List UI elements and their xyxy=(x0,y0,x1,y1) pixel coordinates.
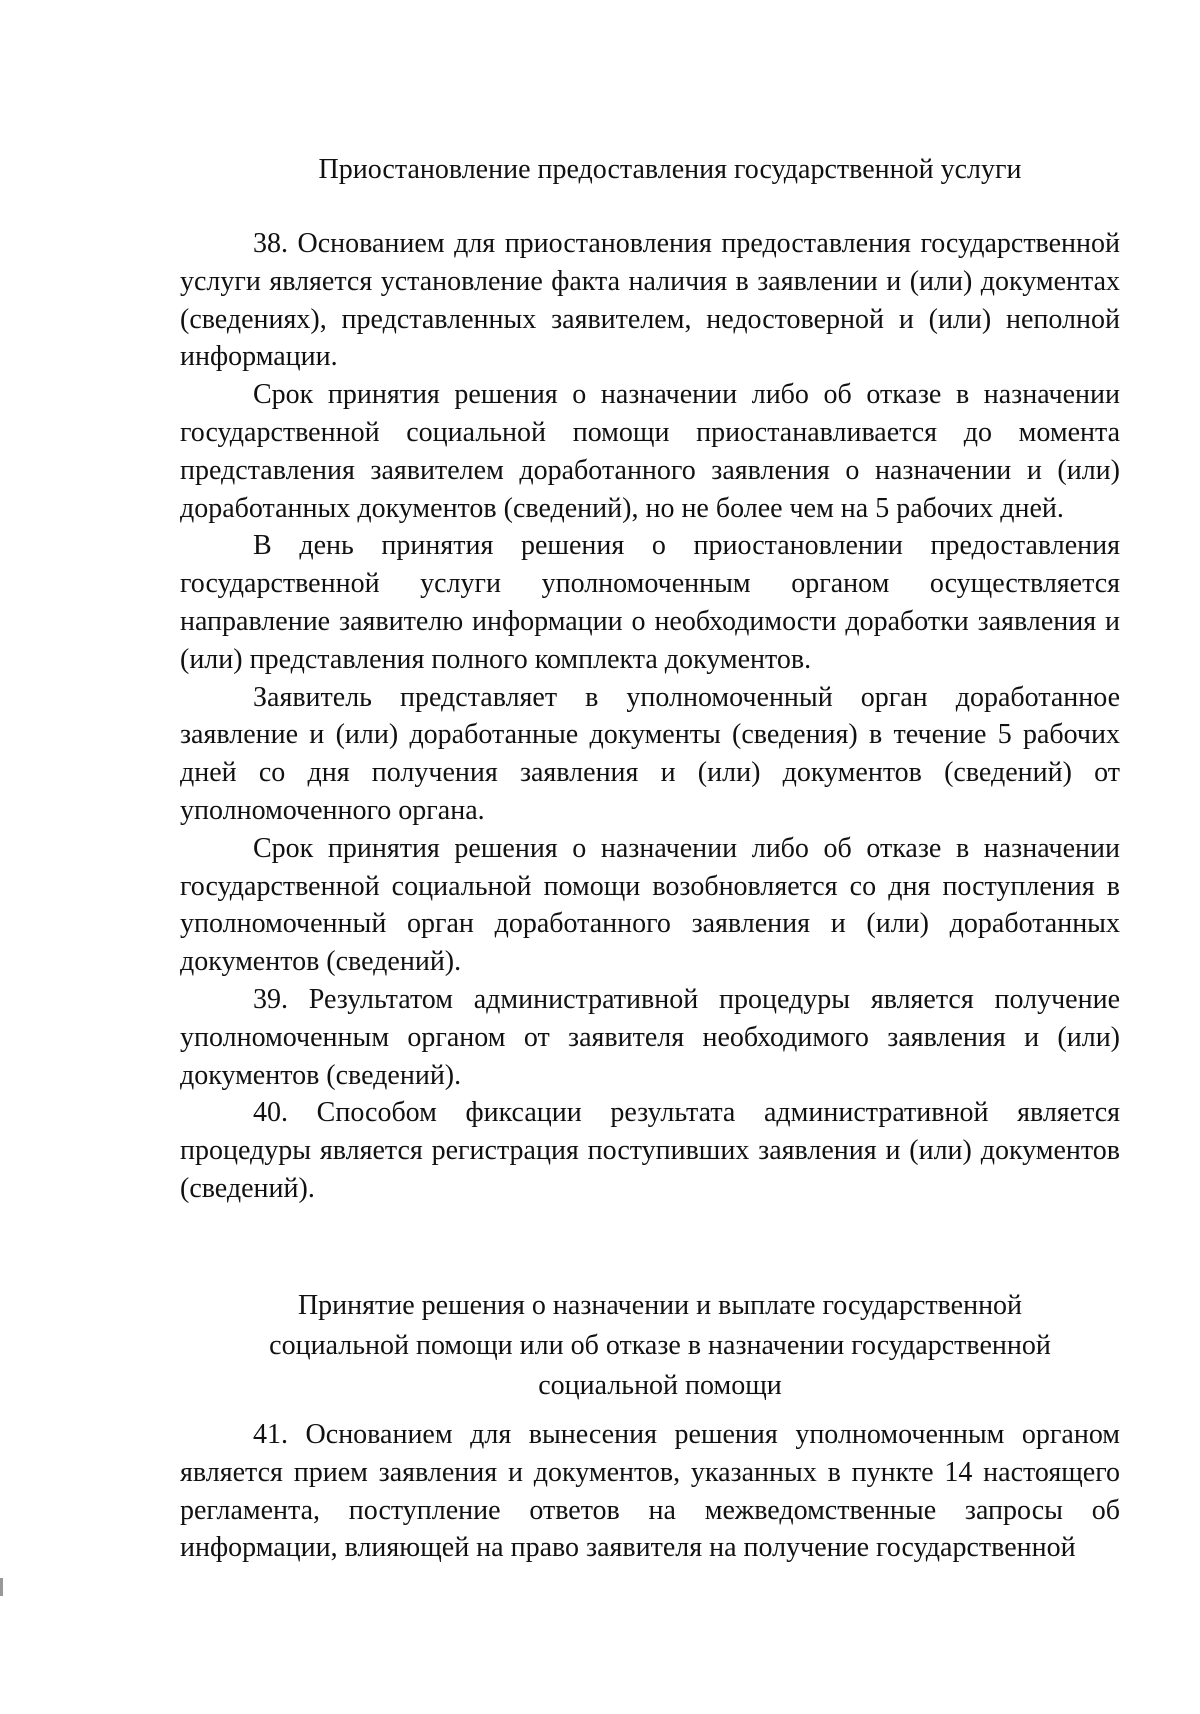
section-body-suspension xyxy=(180,225,1120,1208)
paragraph-41: 41. Основанием для вынесения решения уполномоченным органом является прием заявления и документов, указанных в пункте 14 настоящего регламента, поступление ответов на межведомственные запросы об информации, влияющей на право заявителя на получение государственной xyxy=(180,1419,1120,1564)
section-heading-line: Принятие решения о назначении и выплате государственной xyxy=(297,1290,1023,1321)
section-heading-line: социальной помощи xyxy=(538,1370,782,1401)
paragraph-decision-term-resumed: Срок принятия решения о назначении либо об отказе в назначении государственной социальной помощи возобновляется со дня поступления в уполномоченный орган доработанного заявления и (или) доработанных документов (сведений). xyxy=(180,832,1120,978)
paragraph-applicant-submits: Заявитель представляет в уполномоченный орган доработанное заявление и (или) доработанные документы (сведения) в течение 5 рабочих дней со дня получения заявления и (или) документов (сведений) от уполномоченного органа. xyxy=(180,681,1120,826)
scan-edge-mark xyxy=(0,1578,3,1596)
section-heading-suspension: Приостановление предоставления государственной услуги xyxy=(318,154,1022,185)
section-heading-line: социальной помощи или об отказе в назначении государственной xyxy=(269,1330,1051,1361)
paragraph-39: 39. Результатом административной процедуры является получение уполномоченным органом от заявителя необходимого заявления и (или) документов (сведений). xyxy=(180,983,1120,1091)
paragraph-38: 38. Основанием для приостановления предоставления государственной услуги является установление факта наличия в заявлении и (или) документах (сведениях), представленных заявителем, недостоверной и (или) неполной информации. xyxy=(180,228,1120,373)
section-heading-decision xyxy=(200,1286,1120,1406)
section-body-decision xyxy=(180,1416,1120,1567)
paragraph-decision-term-suspended: Срок принятия решения о назначении либо об отказе в назначении государственной социальной помощи приостанавливается до момента представления заявителем доработанного заявления о назначении и (или) доработанных документов (сведений), но не более чем на 5 рабочих дней. xyxy=(180,379,1120,524)
paragraph-40: 40. Способом фиксации результата административной является процедуры является регистрация поступивших заявления и (или) документов (сведений). xyxy=(180,1097,1120,1204)
paragraph-notification: В день принятия решения о приостановлении предоставления государственной услуги уполномоченным органом осуществляется направление заявителю информации о необходимости доработки заявления и (или) представления полного комплекта документов. xyxy=(180,530,1120,675)
